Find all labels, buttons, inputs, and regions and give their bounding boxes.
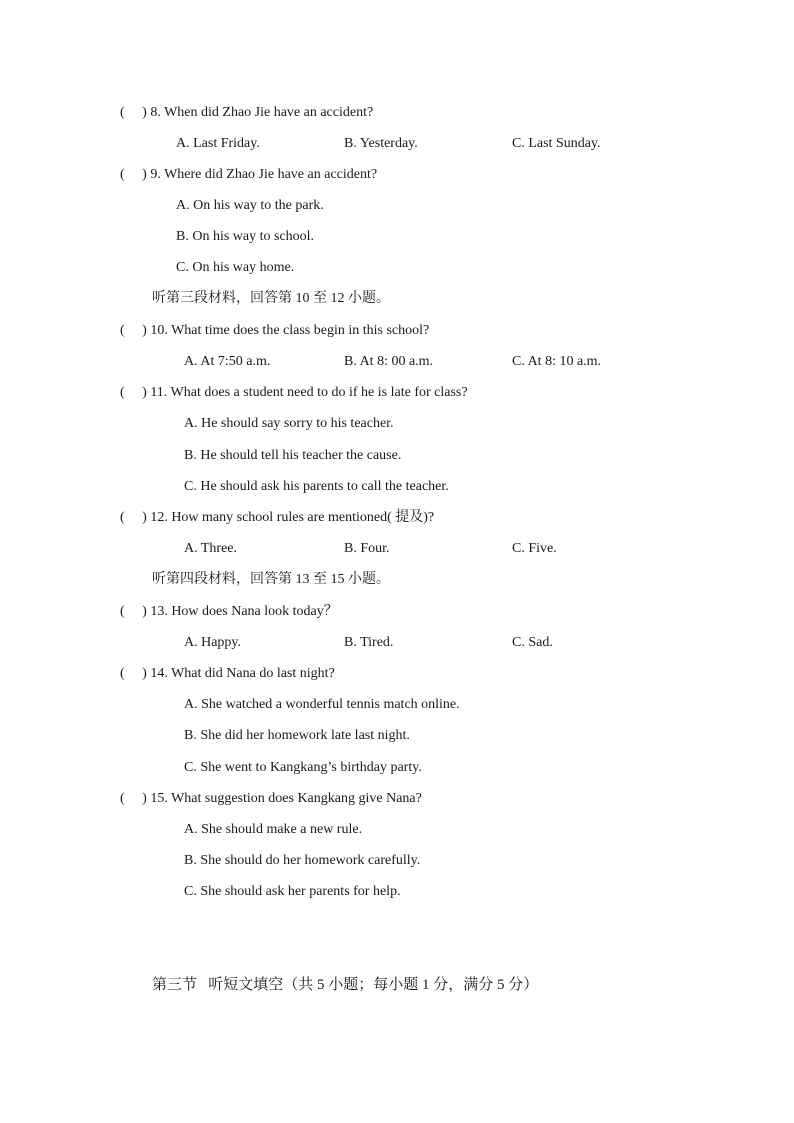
- question-11-option-b: B. He should tell his teacher the cause.: [184, 448, 402, 463]
- question-11-option-c: C. He should ask his parents to call the teacher.: [184, 479, 449, 494]
- question-8-option-c: C. Last Sunday.: [512, 136, 601, 151]
- question-15-option-a: A. She should make a new rule.: [184, 822, 363, 837]
- section-3-title: 第三节 听短文填空（共 5 小题；每小题 1 分，满分 5 分）: [152, 977, 539, 993]
- question-10-option-c: C. At 8: 10 a.m.: [512, 354, 602, 369]
- question-14-option-a: A. She watched a wonderful tennis match online.: [184, 697, 460, 712]
- question-15-option-c: C. She should ask her parents for help.: [184, 884, 401, 899]
- question-15-stem: ( ) 15. What suggestion does Kangkang give Nana?: [120, 791, 422, 806]
- question-12-option-b: B. Four.: [344, 541, 390, 556]
- question-11-stem: ( ) 11. What does a student need to do if he is late for class?: [120, 385, 468, 400]
- question-11-option-a: A. He should say sorry to his teacher.: [184, 416, 394, 431]
- question-9-option-c: C. On his way home.: [176, 260, 295, 275]
- question-13-option-a: A. Happy.: [184, 635, 242, 650]
- question-9-stem: ( ) 9. Where did Zhao Jie have an accident?: [120, 167, 378, 182]
- question-14-stem: ( ) 14. What did Nana do last night?: [120, 666, 335, 681]
- question-14-option-c: C. She went to Kangkang’s birthday party.: [184, 760, 422, 775]
- question-13-option-c: C. Sad.: [512, 635, 553, 650]
- question-15-option-b: B. She should do her homework carefully.: [184, 853, 421, 868]
- question-8-option-b: B. Yesterday.: [344, 136, 418, 151]
- question-12-stem: ( ) 12. How many school rules are mentioned( 提及)?: [120, 510, 435, 525]
- question-13-option-b: B. Tired.: [344, 635, 394, 650]
- question-12-option-a: A. Three.: [184, 541, 237, 556]
- listening-part-4-heading: 听第四段材料，回答第 13 至 15 小题。: [152, 572, 390, 587]
- question-10-stem: ( ) 10. What time does the class begin in this school?: [120, 323, 430, 338]
- question-10-option-b: B. At 8: 00 a.m.: [344, 354, 434, 369]
- question-8-option-a: A. Last Friday.: [176, 136, 260, 151]
- listening-part-3-heading: 听第三段材料，回答第 10 至 12 小题。: [152, 291, 390, 306]
- question-9-option-a: A. On his way to the park.: [176, 198, 324, 213]
- question-13-stem: ( ) 13. How does Nana look today？: [120, 604, 338, 619]
- question-8-stem: ( ) 8. When did Zhao Jie have an accident?: [120, 105, 374, 120]
- question-9-option-b: B. On his way to school.: [176, 229, 315, 244]
- question-10-option-a: A. At 7:50 a.m.: [184, 354, 271, 369]
- question-14-option-b: B. She did her homework late last night.: [184, 728, 410, 743]
- question-12-option-c: C. Five.: [512, 541, 557, 556]
